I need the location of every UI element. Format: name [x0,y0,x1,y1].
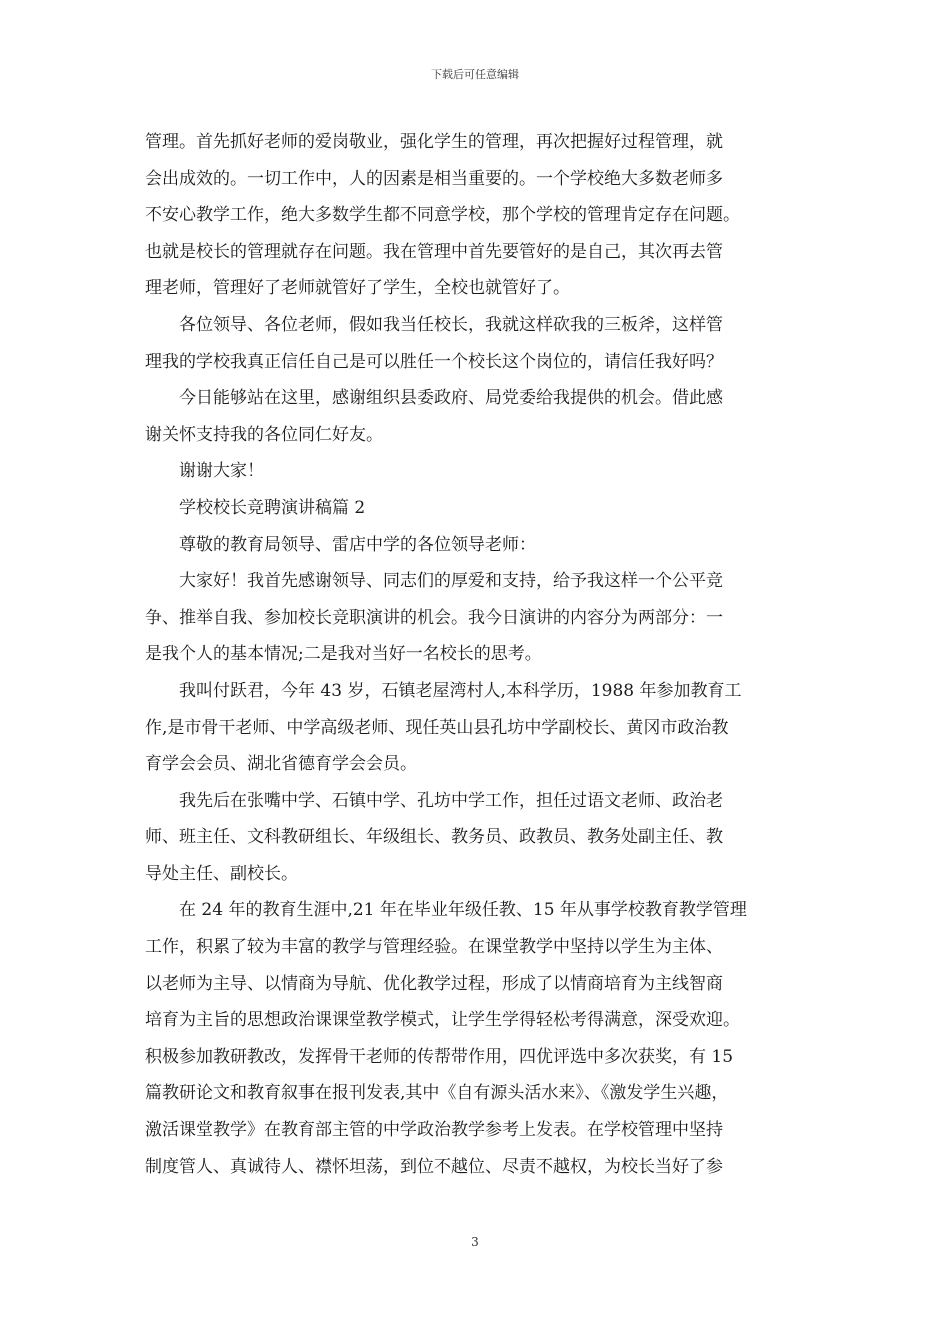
text-line: 谢谢大家！ [179,461,264,482]
text-line: 不安心教学工作，绝大多数学生都不同意学校，那个学校的管理肯定存在问题。 [145,205,740,226]
text-line: 制度管人、真诚待人、襟怀坦荡，到位不越位、尽责不越权，为校长当好了参 [145,1156,723,1177]
page-number: 3 [471,1235,479,1249]
text-line: 学校校长竞聘演讲稿篇 2 [179,497,366,518]
text-line: 今日能够站在这里，感谢组织县委政府、局党委给我提供的机会。借此感 [179,388,723,409]
text-line: 是我个人的基本情况;二是我对当好一名校长的思考。 [145,644,542,665]
text-line: 我叫付跃君，今年 43 岁，石镇老屋湾村人,本科学历，1988 年参加教育工 [179,680,742,701]
text-line: 篇教研论文和教育叙事在报刊发表,其中《自有源头活水来》、《激发学生兴趣， [145,1083,729,1104]
text-line: 理我的学校我真正信任自己是可以胜任一个校长这个岗位的，请信任我好吗？ [145,351,723,372]
text-line: 尊敬的教育局领导、雷店中学的各位领导老师： [179,534,536,555]
text-line: 大家好！我首先感谢领导、同志们的厚爱和支持，给予我这样一个公平竞 [179,571,723,592]
text-line: 也就是校长的管理就存在问题。我在管理中首先要管好的是自己，其次再去管 [145,241,723,262]
text-line: 积极参加教研教改，发挥骨干老师的传帮带作用，四优评选中多次获奖，有 15 [145,1046,734,1067]
text-line: 在 24 年的教育生涯中,21 年在毕业年级任教、15 年从事学校教育教学管理 [179,900,747,921]
document-body [145,124,809,1185]
text-line: 会出成效的。一切工作中，人的因素是相当重要的。一个学校绝大多数老师多 [145,168,723,189]
text-line: 培育为主旨的思想政治课课堂教学模式，让学生学得轻松考得满意，深受欢迎。 [145,1010,740,1031]
page-header: 下载后可任意编辑 [431,68,519,81]
text-line: 以老师为主导、以情商为导航、优化教学过程，形成了以情商培育为主线智商 [145,973,723,994]
text-line: 争、推举自我、参加校长竞职演讲的机会。我今日演讲的内容分为两部分：一 [145,607,723,628]
text-line: 作,是市骨干老师、中学高级老师、现任英山县孔坊中学副校长、黄冈市政治教 [145,717,729,738]
text-line: 谢关怀支持我的各位同仁好友。 [145,424,383,445]
text-line: 我先后在张嘴中学、石镇中学、孔坊中学工作，担任过语文老师、政治老 [179,790,723,811]
text-line: 导处主任、副校长。 [145,863,298,884]
text-line: 师、班主任、文科教研组长、年级组长、教务员、政教员、教务处副主任、教 [145,827,723,848]
text-line: 各位领导、各位老师，假如我当任校长，我就这样砍我的三板斧，这样管 [179,314,723,335]
text-line: 工作，积累了较为丰富的教学与管理经验。在课堂教学中坚持以学生为主体、 [145,937,723,958]
text-line: 管理。首先抓好老师的爱岗敬业，强化学生的管理，再次把握好过程管理，就 [145,132,723,152]
text-line: 育学会会员、湖北省德育学会会员。 [145,754,417,775]
text-line: 理老师，管理好了老师就管好了学生，全校也就管好了。 [145,278,570,299]
text-line: 激活课堂教学》在教育部主管的中学政治教学参考上发表。在学校管理中坚持 [145,1120,723,1141]
